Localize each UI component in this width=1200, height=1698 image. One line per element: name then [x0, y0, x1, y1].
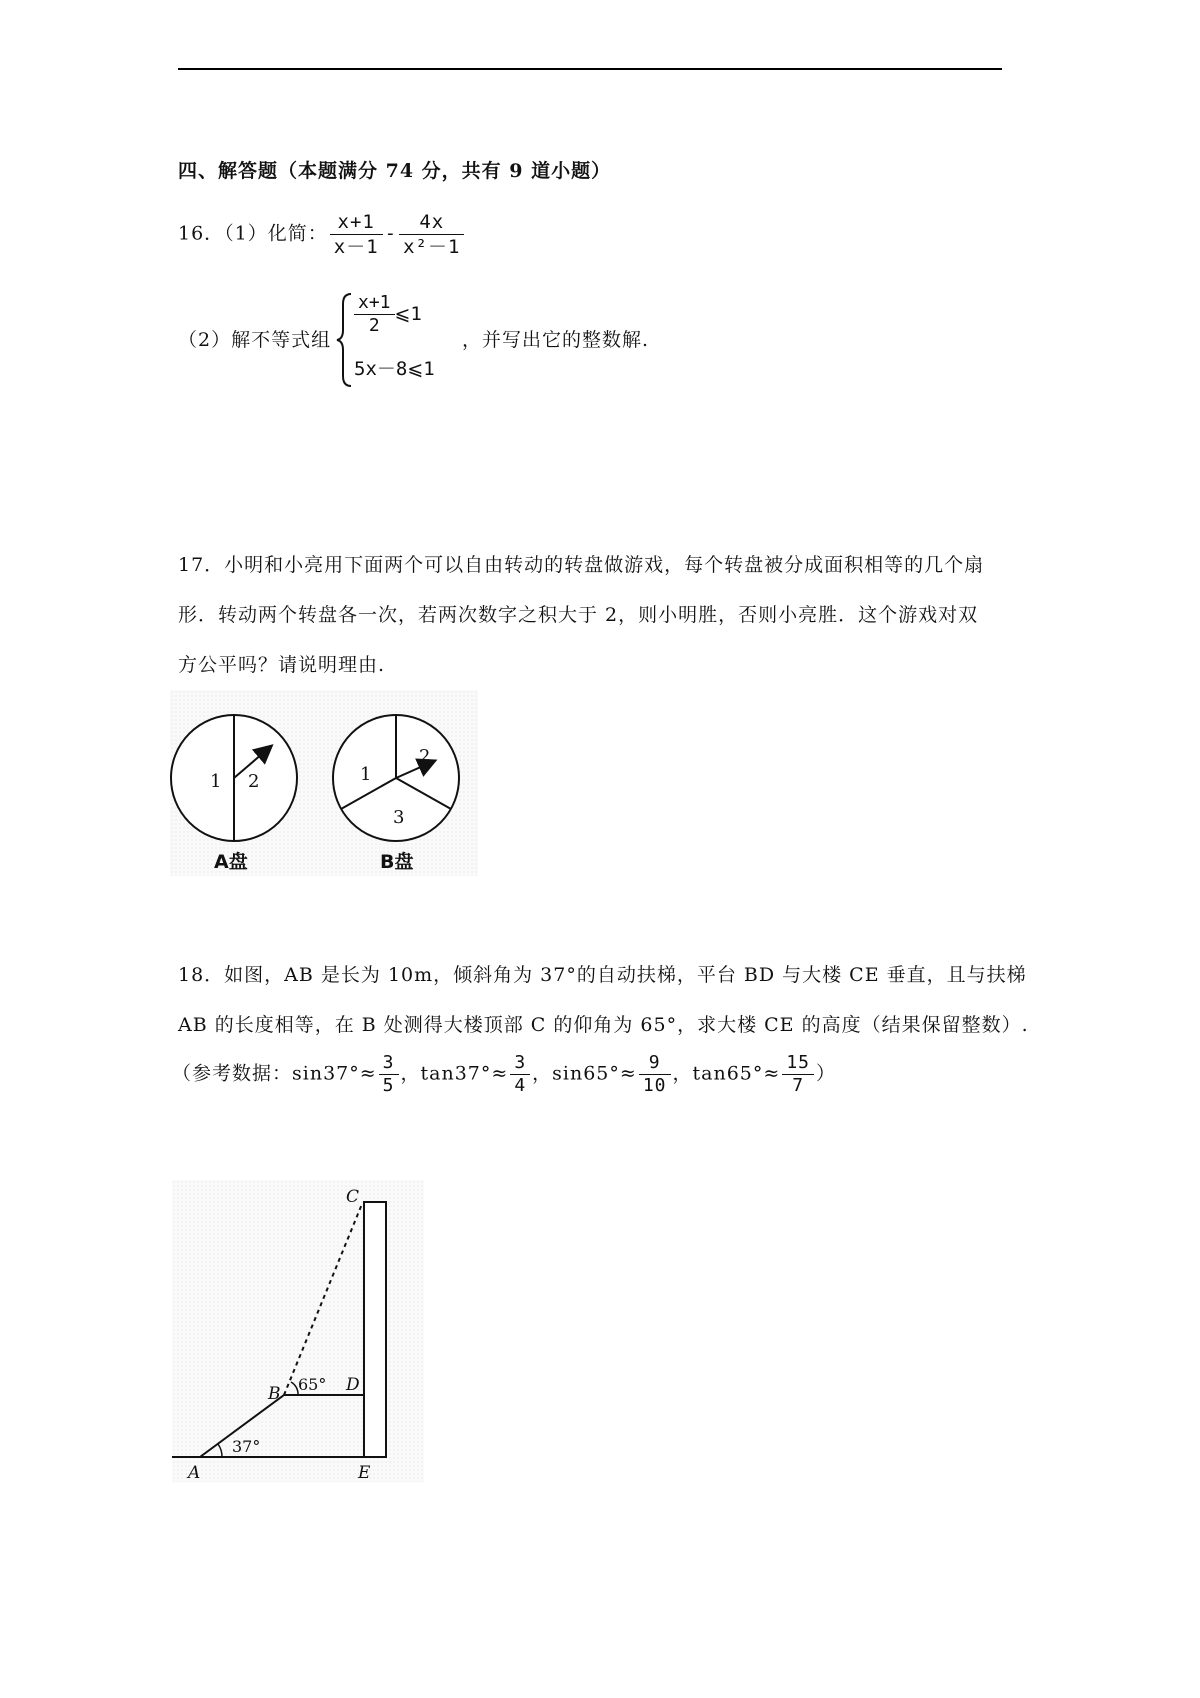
section-title: 四、解答题（本题满分 74 分，共有 9 道小题） [178, 160, 612, 182]
angle-a-arc [218, 1444, 222, 1457]
q16-frac2-numerator: 4x [399, 210, 464, 235]
point-d-label: D [346, 1375, 360, 1395]
q16-part2-suffix: ，并写出它的整数解. [462, 329, 650, 351]
sin37-fraction [379, 1052, 399, 1097]
header-rule [178, 68, 1002, 70]
inequality-1 [354, 292, 422, 337]
q16-fraction-1 [330, 210, 383, 259]
sin65-numerator: 9 [639, 1052, 671, 1075]
tan37-prefix: ，tan37°≈ [400, 1062, 509, 1085]
spinner-b-sector-1: 1 [360, 764, 372, 785]
q18-reference-data [172, 1052, 836, 1097]
sin65-fraction [639, 1052, 671, 1097]
q16-part2-prefix: （2）解不等式组 [178, 329, 332, 351]
point-b-label: B [268, 1384, 281, 1404]
q16-fraction-2 [399, 210, 464, 259]
q16-part1-prefix: 16．（1）化简： [178, 222, 328, 245]
escalator-svg [172, 1180, 424, 1482]
tan37-denominator: 4 [514, 1075, 527, 1096]
inequality-1-relation: ⩽1 [394, 303, 422, 325]
q16-minus: - [384, 222, 398, 245]
spinner-b-sector-2: 2 [419, 746, 431, 767]
spinner-b-label: B盘 [380, 851, 414, 873]
q18-ref-suffix: ） [816, 1062, 837, 1085]
spinner-a-sector-1: 1 [210, 771, 222, 792]
inequality-2: 5x－8⩽1 [354, 358, 435, 380]
tan65-denominator: 7 [792, 1075, 805, 1096]
tan37-fraction [510, 1052, 530, 1097]
sightline-bc [284, 1204, 362, 1395]
spinner-b [333, 715, 459, 873]
point-e-label: E [358, 1463, 371, 1482]
inequality-1-numerator: x+1 [354, 292, 395, 315]
point-c-label: C [346, 1187, 360, 1207]
q18-line-2: AB 的长度相等，在 B 处测得大楼顶部 C 的仰角为 65°，求大楼 CE 的高度（结果保留整数）. [178, 1014, 1029, 1036]
tan65-numerator: 15 [782, 1052, 814, 1075]
inequality-1-fraction [354, 292, 395, 337]
q18-line-1: 18．如图，AB 是长为 10m，倾斜角为 37°的自动扶梯，平台 BD 与大楼 CE 垂直，且与扶梯 [178, 964, 1027, 986]
inequality-system [336, 292, 456, 388]
q16-frac1-numerator: x+1 [330, 210, 383, 235]
angle-b-label: 65° [298, 1375, 327, 1394]
angle-a-label: 37° [232, 1437, 261, 1456]
sin37-numerator: 3 [379, 1052, 399, 1075]
tan37-numerator: 3 [510, 1052, 530, 1075]
sin37-denominator: 5 [382, 1075, 395, 1096]
spinner-a-sector-2: 2 [248, 771, 260, 792]
q17-line-2: 形．转动两个转盘各一次，若两次数字之积大于 2，则小明胜，否则小亮胜．这个游戏对双 [178, 604, 979, 626]
angle-b-arc [291, 1382, 298, 1395]
spinner-b-sector-3: 3 [393, 807, 405, 828]
building-ce [364, 1202, 386, 1457]
spinners-svg [170, 690, 478, 876]
spinner-figure [170, 690, 478, 876]
q17-line-3: 方公平吗？请说明理由. [178, 654, 386, 676]
escalator-figure [172, 1180, 424, 1482]
sin65-denominator: 10 [642, 1075, 667, 1096]
q16-frac1-denominator: x－1 [333, 236, 379, 258]
q17-line-1: 17．小明和小亮用下面两个可以自由转动的转盘做游戏，每个转盘被分成面积相等的几个扇 [178, 554, 985, 576]
inequality-1-denominator: 2 [368, 315, 380, 336]
spinner-a [171, 715, 297, 873]
point-a-label: A [188, 1463, 201, 1482]
tan65-fraction [782, 1052, 814, 1097]
left-brace-icon [336, 292, 354, 388]
q16-frac2-denominator: x²－1 [403, 236, 461, 258]
spinner-a-label: A盘 [214, 851, 248, 873]
sin65-prefix: ，sin65°≈ [532, 1062, 637, 1085]
q18-ref-prefix: （参考数据：sin37°≈ [172, 1062, 377, 1085]
q16-part1 [178, 210, 466, 259]
tan65-prefix: ，tan65°≈ [672, 1062, 781, 1085]
